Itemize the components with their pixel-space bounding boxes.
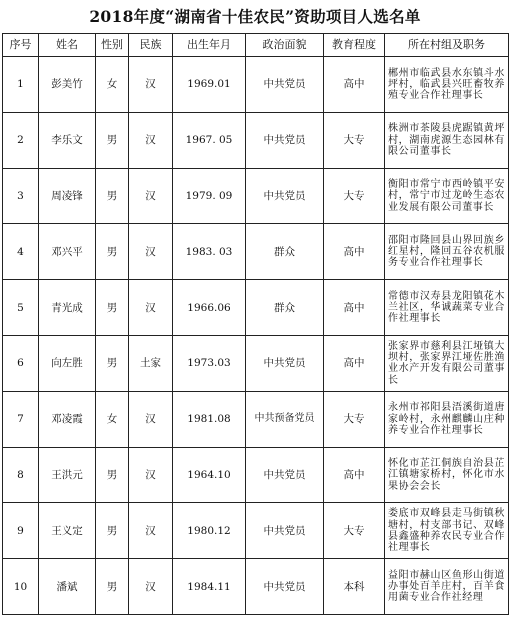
cell-name: 王义定 bbox=[39, 503, 96, 559]
cell-name: 周凌锋 bbox=[39, 168, 96, 224]
table-header-row bbox=[3, 34, 509, 57]
cell-political-status: 中共党员 bbox=[246, 168, 324, 224]
cell-village-and-position: 怀化市芷江侗族自治县芷江镇塘家桥村，怀化市水果协会会长 bbox=[385, 447, 509, 503]
cell-number: 4 bbox=[3, 224, 39, 280]
cell-gender: 男 bbox=[96, 559, 129, 615]
candidate-table bbox=[2, 33, 509, 615]
cell-name: 青光成 bbox=[39, 280, 96, 336]
cell-gender: 男 bbox=[96, 112, 129, 168]
cell-ethnicity: 汉 bbox=[129, 447, 173, 503]
cell-village-and-position: 株洲市茶陵县虎踞镇黄坪村，湖南虎源生态园林有限公司董事长 bbox=[385, 112, 509, 168]
cell-gender: 女 bbox=[96, 391, 129, 447]
cell-political-status: 中共党员 bbox=[246, 503, 324, 559]
table-row bbox=[3, 280, 509, 336]
cell-ethnicity: 土家 bbox=[129, 335, 173, 391]
table-row bbox=[3, 503, 509, 559]
cell-birth-date: 1984.11 bbox=[173, 559, 246, 615]
cell-political-status: 中共党员 bbox=[246, 335, 324, 391]
table-row bbox=[3, 447, 509, 503]
cell-birth-date: 1966.06 bbox=[173, 280, 246, 336]
cell-number: 3 bbox=[3, 168, 39, 224]
cell-village-and-position: 衡阳市常宁市西岭镇平安村，常宁市过龙岭生态农业发展有限公司董事长 bbox=[385, 168, 509, 224]
cell-birth-date: 1980.12 bbox=[173, 503, 246, 559]
table-row bbox=[3, 559, 509, 615]
cell-political-status: 中共党员 bbox=[246, 57, 324, 113]
cell-number: 1 bbox=[3, 57, 39, 113]
cell-education: 大专 bbox=[324, 112, 385, 168]
table-row bbox=[3, 168, 509, 224]
cell-education: 大专 bbox=[324, 503, 385, 559]
header-birth-date: 出生年月 bbox=[173, 34, 246, 57]
table-row bbox=[3, 57, 509, 113]
document-title: 2018年度“湖南省十佳农民”资助项目人选名单 bbox=[89, 7, 421, 26]
cell-education: 高中 bbox=[324, 335, 385, 391]
cell-gender: 女 bbox=[96, 57, 129, 113]
cell-gender: 男 bbox=[96, 447, 129, 503]
header-gender: 性别 bbox=[96, 34, 129, 57]
cell-education: 高中 bbox=[324, 57, 385, 113]
cell-ethnicity: 汉 bbox=[129, 57, 173, 113]
table-row bbox=[3, 391, 509, 447]
cell-ethnicity: 汉 bbox=[129, 391, 173, 447]
cell-birth-date: 1981.08 bbox=[173, 391, 246, 447]
header-name: 姓名 bbox=[39, 34, 96, 57]
header-village-and-position: 所在村组及职务 bbox=[385, 34, 509, 57]
cell-birth-date: 1973.03 bbox=[173, 335, 246, 391]
cell-village-and-position: 邵阳市隆回县山界回族乡红星村，隆回五谷农机服务专业合作社理事长 bbox=[385, 224, 509, 280]
cell-name: 潘斌 bbox=[39, 559, 96, 615]
header-number: 序号 bbox=[3, 34, 39, 57]
cell-village-and-position: 娄底市双峰县走马街镇秋塘村，村支部书记、双峰县鑫盛种养农民专业合作社理事长 bbox=[385, 503, 509, 559]
cell-education: 大专 bbox=[324, 391, 385, 447]
cell-name: 彭美竹 bbox=[39, 57, 96, 113]
cell-ethnicity: 汉 bbox=[129, 112, 173, 168]
cell-political-status: 群众 bbox=[246, 280, 324, 336]
cell-number: 10 bbox=[3, 559, 39, 615]
cell-birth-date: 1983. 03 bbox=[173, 224, 246, 280]
table-row bbox=[3, 224, 509, 280]
cell-village-and-position: 郴州市临武县水东镇斗水坪村，临武县兴旺畜牧养殖专业合作社理事长 bbox=[385, 57, 509, 113]
table-row bbox=[3, 335, 509, 391]
cell-birth-date: 1967. 05 bbox=[173, 112, 246, 168]
cell-education: 高中 bbox=[324, 447, 385, 503]
cell-education: 高中 bbox=[324, 280, 385, 336]
header-political-status: 政治面貌 bbox=[246, 34, 324, 57]
cell-name: 邓凌霞 bbox=[39, 391, 96, 447]
cell-number: 6 bbox=[3, 335, 39, 391]
cell-political-status: 群众 bbox=[246, 224, 324, 280]
table-row bbox=[3, 112, 509, 168]
cell-education: 高中 bbox=[324, 224, 385, 280]
cell-ethnicity: 汉 bbox=[129, 280, 173, 336]
cell-village-and-position: 常德市汉寿县龙阳镇花木兰社区，华诚蔬菜专业合作社理事长 bbox=[385, 280, 509, 336]
cell-village-and-position: 张家界市慈利县江垭镇大坝村，张家界江垭佐胜渔业水产开发有限公司董事长 bbox=[385, 335, 509, 391]
cell-number: 8 bbox=[3, 447, 39, 503]
cell-ethnicity: 汉 bbox=[129, 168, 173, 224]
cell-name: 邓兴平 bbox=[39, 224, 96, 280]
cell-political-status: 中共党员 bbox=[246, 559, 324, 615]
cell-education: 本科 bbox=[324, 559, 385, 615]
cell-political-status: 中共党员 bbox=[246, 447, 324, 503]
cell-village-and-position: 永州市祁阳县浯溪街道唐家岭村，永州麒麟山庄种养专业合作社理事长 bbox=[385, 391, 509, 447]
cell-gender: 男 bbox=[96, 280, 129, 336]
cell-political-status: 中共预备党员 bbox=[246, 391, 324, 447]
cell-gender: 男 bbox=[96, 503, 129, 559]
cell-gender: 男 bbox=[96, 335, 129, 391]
cell-name: 向左胜 bbox=[39, 335, 96, 391]
cell-number: 9 bbox=[3, 503, 39, 559]
cell-ethnicity: 汉 bbox=[129, 224, 173, 280]
cell-education: 大专 bbox=[324, 168, 385, 224]
cell-number: 5 bbox=[3, 280, 39, 336]
cell-name: 李乐文 bbox=[39, 112, 96, 168]
cell-birth-date: 1979. 09 bbox=[173, 168, 246, 224]
header-education: 教育程度 bbox=[324, 34, 385, 57]
cell-name: 王洪元 bbox=[39, 447, 96, 503]
cell-birth-date: 1964.10 bbox=[173, 447, 246, 503]
cell-village-and-position: 益阳市赫山区鱼形山街道办事处百羊庄村，百羊食用菌专业合作社经理 bbox=[385, 559, 509, 615]
cell-birth-date: 1969.01 bbox=[173, 57, 246, 113]
cell-political-status: 中共党员 bbox=[246, 112, 324, 168]
header-ethnicity: 民族 bbox=[129, 34, 173, 57]
cell-number: 2 bbox=[3, 112, 39, 168]
cell-ethnicity: 汉 bbox=[129, 559, 173, 615]
cell-gender: 男 bbox=[96, 224, 129, 280]
cell-gender: 男 bbox=[96, 168, 129, 224]
cell-ethnicity: 汉 bbox=[129, 503, 173, 559]
cell-number: 7 bbox=[3, 391, 39, 447]
